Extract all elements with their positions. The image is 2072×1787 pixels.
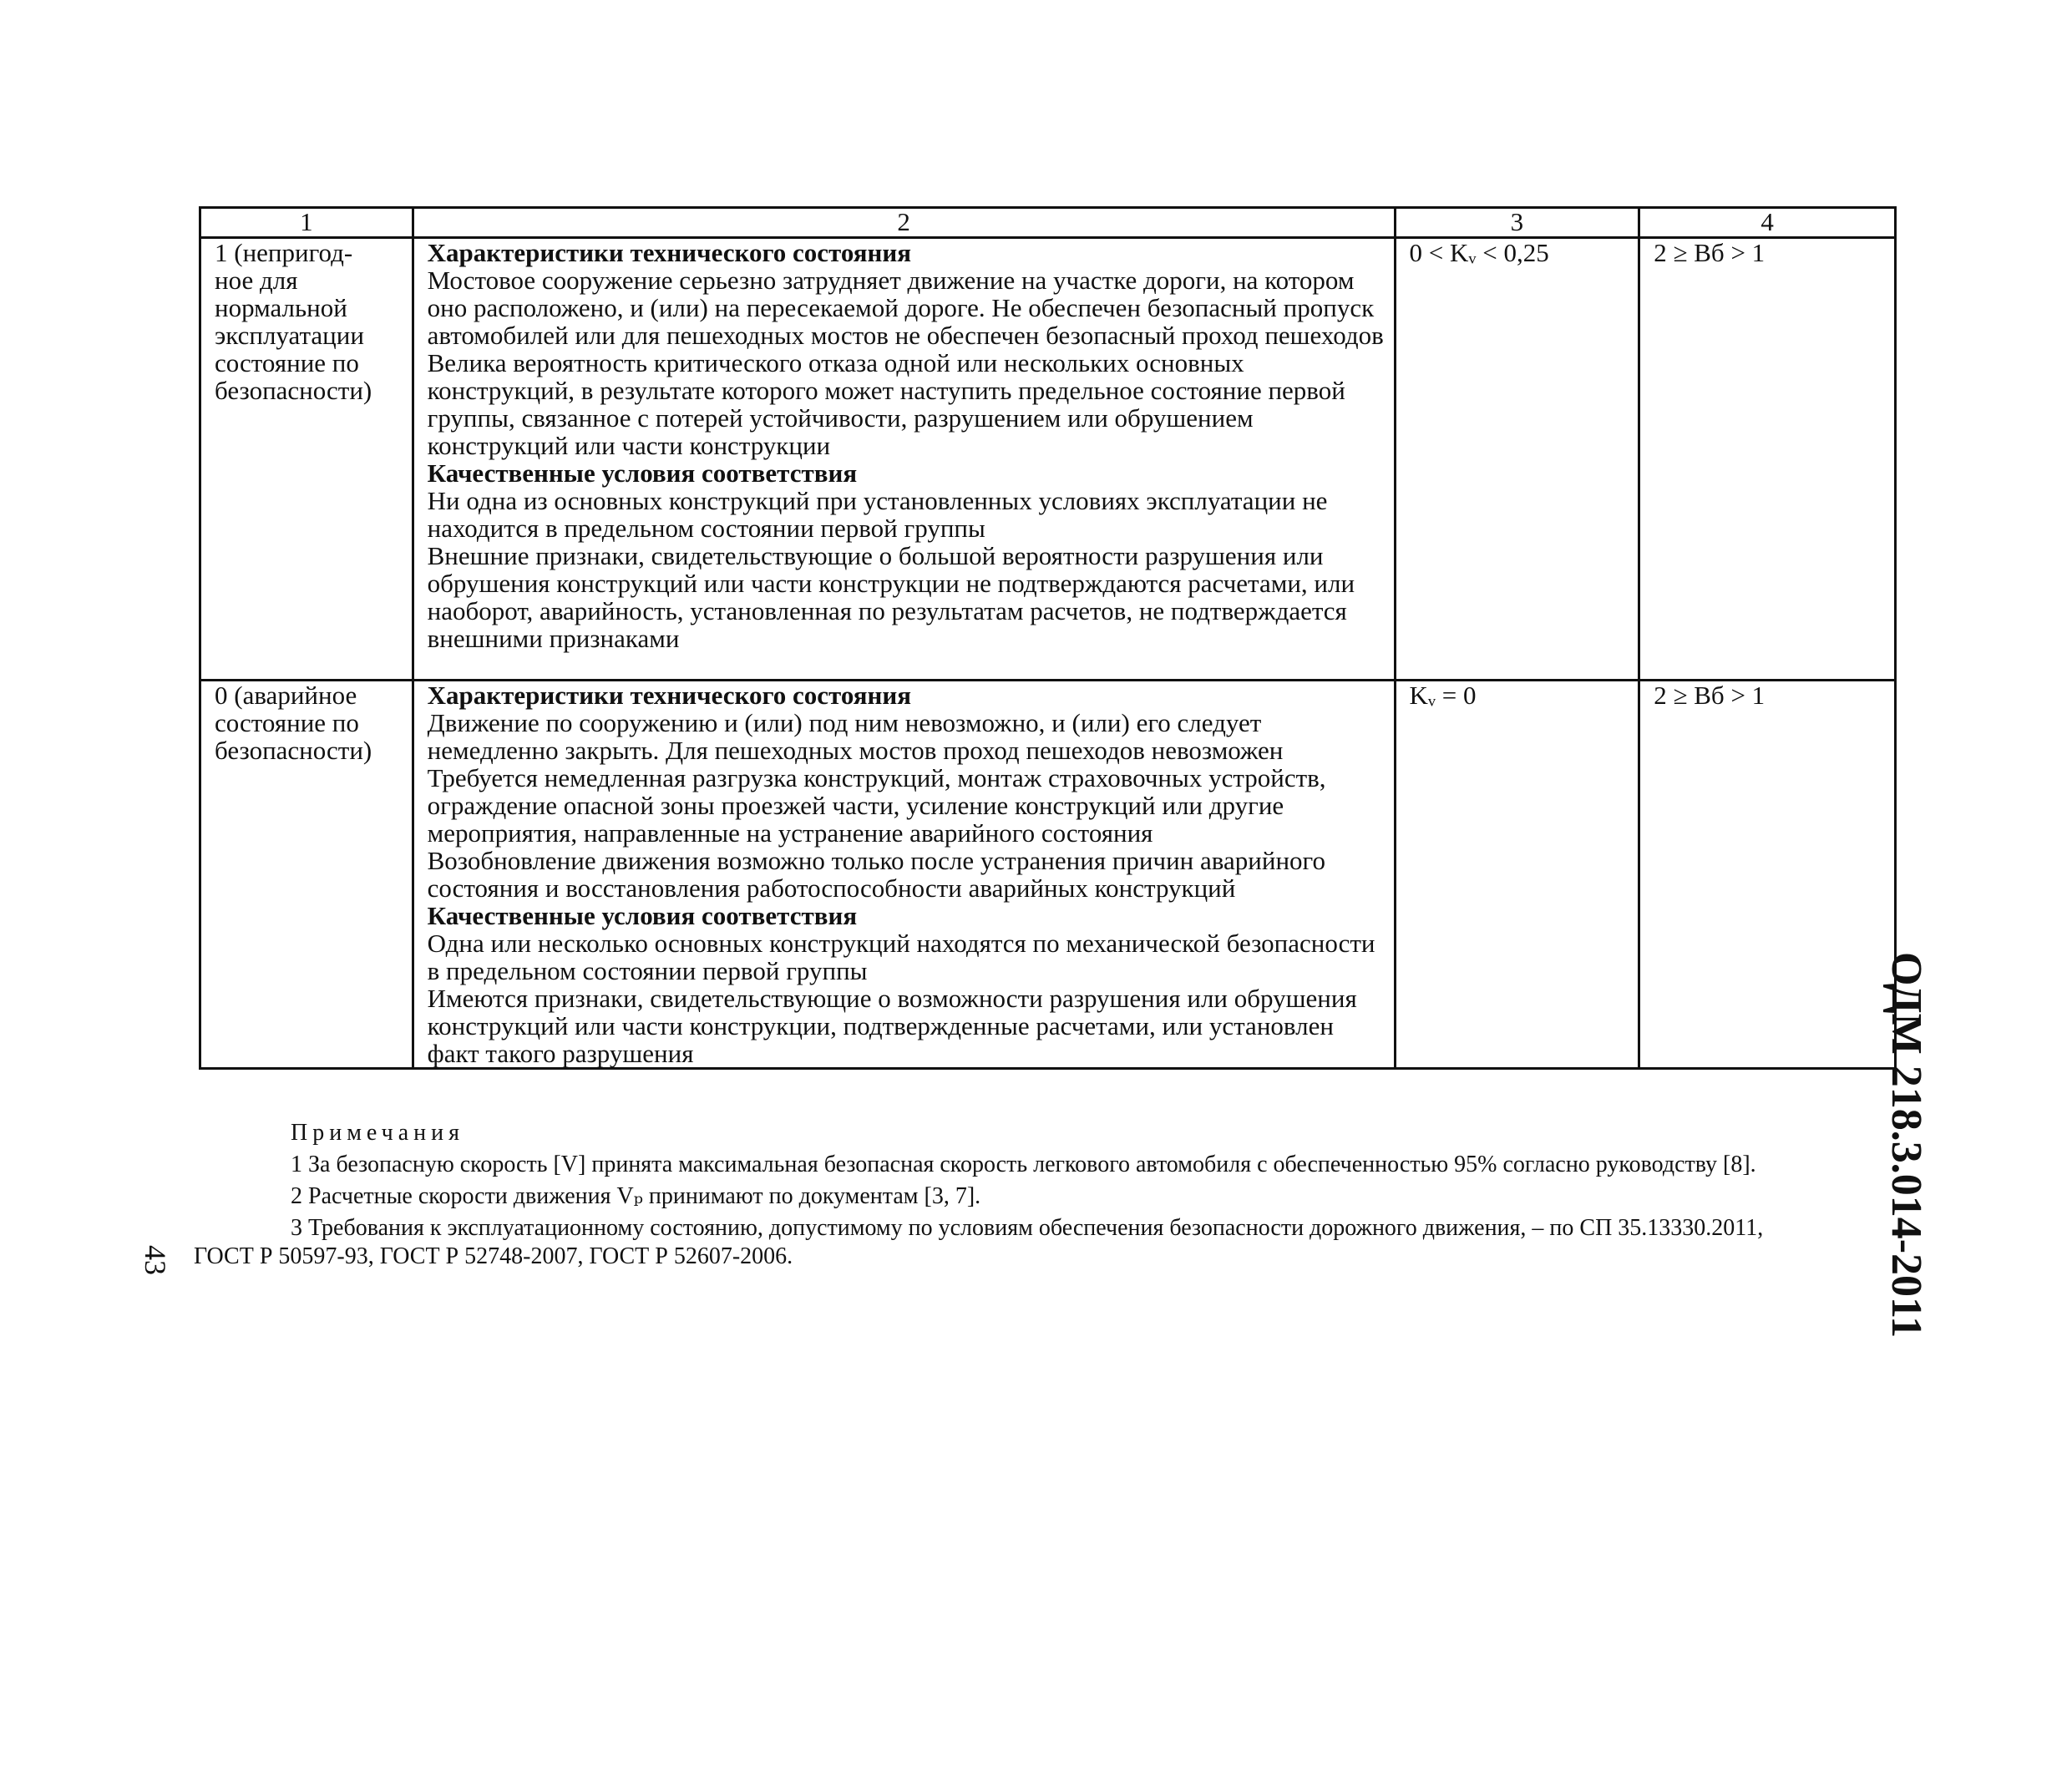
table-row [200, 681, 1896, 1069]
column-header-3: 3 [1395, 208, 1639, 238]
state-line: безопасности) [215, 376, 372, 405]
paragraph: Мостовое сооружение серьезно затрудняет движение на участке дороги, на котором оно расположено, и (или) на пересекаемой дороге. Не обеспечен безопасный пропуск автомобилей или для пешеходных мостов не обеспечен безопасный проход пешеходов [427, 266, 1384, 350]
page-number: 43 [139, 1245, 172, 1275]
state-line: ное для [215, 266, 298, 295]
paragraph: Ни одна из основных конструкций при установленных условиях эксплуатации не находится в предельном состоянии первой группы [427, 486, 1328, 543]
state-line: состояние по [215, 348, 359, 377]
table-header-row [200, 208, 1896, 238]
section-title: Характеристики технического состояния [427, 238, 912, 267]
paragraph: Одна или несколько основных конструкций находятся по механической безопасности в предельном состоянии первой группы [427, 929, 1375, 985]
paragraph: Внешние признаки, свидетельствующие о большой вероятности разрушения или обрушения конструкций или части конструкции не подтверждаются расчетами, или наоборот, аварийность, установленная по результатам расчетов, не подтверждается внешними признаками [427, 541, 1355, 653]
safety-score-cell: 2 ≥ Bб > 1 [1639, 238, 1896, 681]
state-cell [200, 238, 413, 681]
column-header-4: 4 [1639, 208, 1896, 238]
requirements-table [199, 206, 1897, 1070]
section-title: Характеристики технического состояния [427, 681, 912, 710]
paragraph: Возобновление движения возможно только после устранения причин аварийного состояния и восстановления работоспособности аварийных конструкций [427, 846, 1325, 903]
note-continuation: ГОСТ Р 50597-93, ГОСТ Р 52748-2007, ГОСТ Р 52607-2006. [194, 1243, 793, 1269]
paragraph: Требуется немедленная разгрузка конструкций, монтаж страховочных устройств, ограждение опасной зоны проезжей части, усиление конструкций или другие мероприятия, направленные на устранение аварийного состояния [427, 763, 1326, 848]
column-header-2: 2 [413, 208, 1395, 238]
paragraph: Велика вероятность критического отказа одной или нескольких основных конструкций, в результате которого может наступить предельное состояние первой группы, связанное с потерей устойчивости, разрушением или обрушением конструкций или части конструкции [427, 348, 1345, 460]
state-line: эксплуатации [215, 321, 364, 350]
section-title: Качественные условия соответствия [427, 458, 858, 488]
description-cell [413, 238, 1395, 681]
table-row [200, 238, 1896, 681]
paragraph: Имеются признаки, свидетельствующие о возможности разрушения или обрушения конструкций или части конструкции, подтвержденные расчетами, или установлен факт такого разрушения [427, 984, 1357, 1068]
state-cell [200, 681, 413, 1069]
note-line: 3 Требования к эксплуатационному состоянию, допустимому по условиям обеспечения безопасности дорожного движения, – по СП 35.13330.2011, [291, 1215, 1764, 1241]
column-header-1: 1 [200, 208, 413, 238]
section-title: Качественные условия соответствия [427, 901, 858, 930]
state-line: 1 (непригод- [215, 238, 353, 267]
condition-cell: 0 < Kᵥ < 0,25 [1395, 238, 1639, 681]
state-line: нормальной [215, 293, 347, 322]
document-code: ОДМ 218.3.014-2011 [1882, 952, 1930, 1339]
paragraph: Движение по сооружению и (или) под ним невозможно, и (или) его следует немедленно закрыть. Для пешеходных мостов проход пешеходов невозможен [427, 708, 1284, 765]
note-line: 1 За безопасную скорость [V] принята максимальная безопасная скорость легкового автомобиля с обеспеченностью 95% согласно руководству [8]. [291, 1152, 1756, 1177]
notes-section [291, 1117, 1886, 1244]
condition-cell: Kᵥ = 0 [1395, 681, 1639, 1069]
safety-score-cell: 2 ≥ Bб > 1 [1639, 681, 1896, 1069]
description-cell [413, 681, 1395, 1069]
state-line: 0 (аварийное [215, 681, 357, 710]
notes-title: Примечания [291, 1120, 465, 1146]
state-line: безопасности) [215, 736, 372, 765]
note-line: 2 Расчетные скорости движения Vₚ принимают по документам [3, 7]. [291, 1183, 981, 1209]
state-line: состояние по [215, 708, 359, 737]
